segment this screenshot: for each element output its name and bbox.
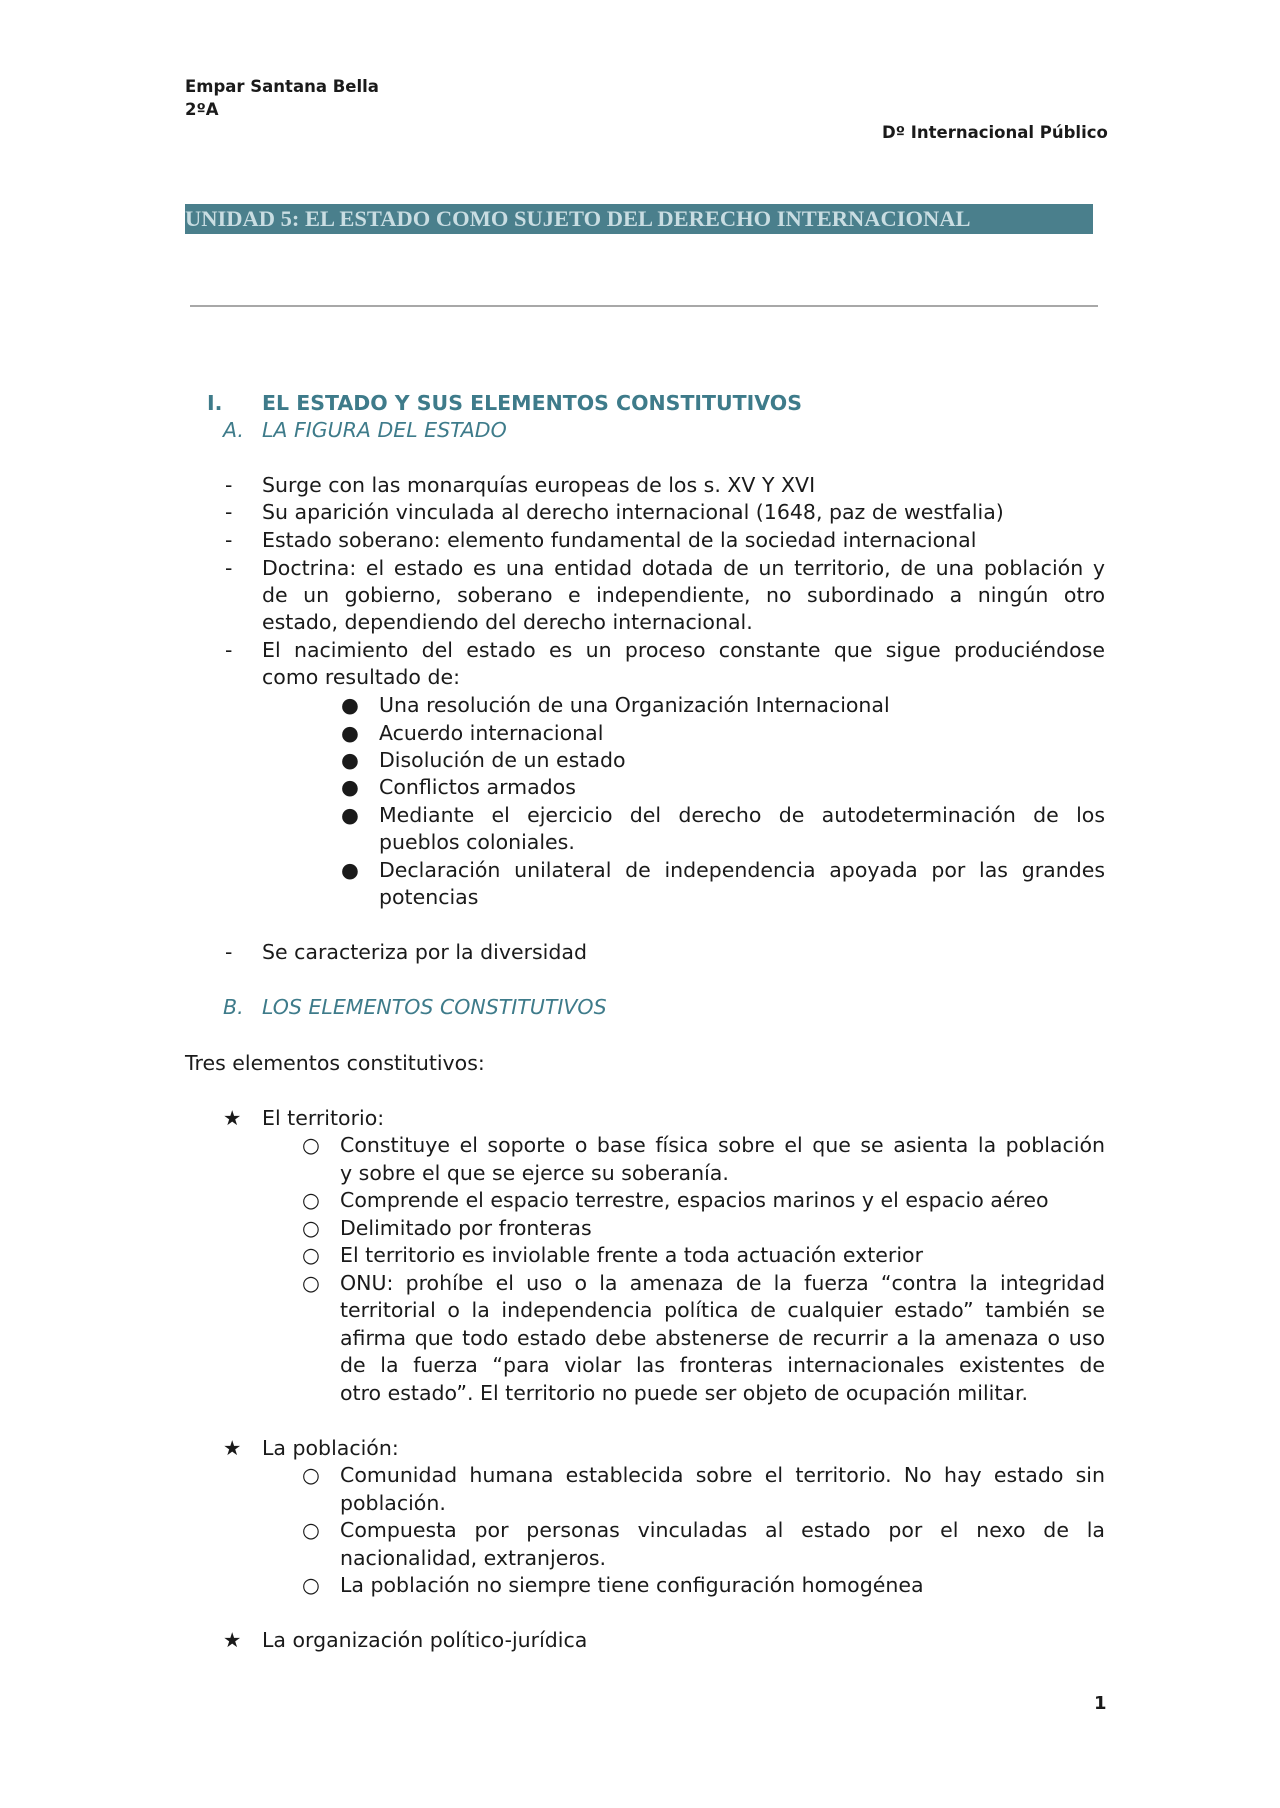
dash-marker: - <box>225 556 233 580</box>
list-item: Una resolución de una Organización Internacional <box>379 693 890 717</box>
list-item: Doctrina: el estado es una entidad dotada de un territorio, de una población y <box>262 556 1105 580</box>
list-item: Se caracteriza por la diversidad <box>262 940 587 964</box>
bullet-marker: ● <box>341 803 359 827</box>
section-numeral: I. <box>207 391 223 415</box>
list-item: ONU: prohíbe el uso o la amenaza de la fuerza “contra la integridad <box>340 1271 1105 1295</box>
element-label-poblacion: La población: <box>262 1436 399 1460</box>
element-label-territorio: El territorio: <box>262 1106 385 1130</box>
list-item-continuation: y sobre el que se ejerce su soberanía. <box>340 1161 729 1185</box>
dash-marker: - <box>225 473 233 497</box>
list-item-continuation: nacionalidad, extranjeros. <box>340 1546 607 1570</box>
dash-marker: - <box>225 500 233 524</box>
class-group: 2ºA <box>185 100 219 119</box>
list-item: Comprende el espacio terrestre, espacios marinos y el espacio aéreo <box>340 1188 1049 1212</box>
list-item-continuation: territorial o la independencia política de cualquier estado” también se <box>340 1298 1105 1322</box>
bullet-marker: ● <box>341 693 359 717</box>
star-icon: ★ <box>223 1628 242 1652</box>
star-icon: ★ <box>223 1436 242 1460</box>
subsection-letter-b: B. <box>223 995 244 1019</box>
list-item: La población no siempre tiene configuración homogénea <box>340 1573 924 1597</box>
list-item: Declaración unilateral de independencia apoyada por las grandes <box>379 858 1105 882</box>
list-item: El territorio es inviolable frente a toda actuación exterior <box>340 1243 924 1267</box>
circle-bullet-icon: ○ <box>302 1271 320 1295</box>
section-heading: EL ESTADO Y SUS ELEMENTOS CONSTITUTIVOS <box>262 391 802 415</box>
list-item: Constituye el soporte o base física sobre el que se asienta la población <box>340 1133 1105 1157</box>
intro-text: Tres elementos constitutivos: <box>185 1051 485 1075</box>
list-item: Surge con las monarquías europeas de los s. XV Y XVI <box>262 473 816 497</box>
element-label-organizacion: La organización político-jurídica <box>262 1628 588 1652</box>
circle-bullet-icon: ○ <box>302 1518 320 1542</box>
list-item-continuation: como resultado de: <box>262 665 461 689</box>
list-item: Disolución de un estado <box>379 748 626 772</box>
list-item-continuation: otro estado”. El territorio no puede ser objeto de ocupación militar. <box>340 1381 1029 1405</box>
star-icon: ★ <box>223 1106 242 1130</box>
bullet-marker: ● <box>341 858 359 882</box>
list-item: El nacimiento del estado es un proceso constante que sigue produciéndose <box>262 638 1105 662</box>
list-item-continuation: estado, dependiendo del derecho internacional. <box>262 610 753 634</box>
circle-bullet-icon: ○ <box>302 1463 320 1487</box>
list-item: Acuerdo internacional <box>379 721 604 745</box>
circle-bullet-icon: ○ <box>302 1573 320 1597</box>
dash-marker: - <box>225 638 233 662</box>
subsection-letter-a: A. <box>223 418 244 442</box>
bullet-marker: ● <box>341 748 359 772</box>
list-item-continuation: potencias <box>379 885 479 909</box>
list-item-continuation: afirma que todo estado debe abstenerse de recurrir a la amenaza o uso <box>340 1326 1105 1350</box>
circle-bullet-icon: ○ <box>302 1216 320 1240</box>
subsection-heading-b: LOS ELEMENTOS CONSTITUTIVOS <box>262 995 607 1019</box>
list-item: Compuesta por personas vinculadas al estado por el nexo de la <box>340 1518 1105 1542</box>
circle-bullet-icon: ○ <box>302 1188 320 1212</box>
dash-marker: - <box>225 528 233 552</box>
horizontal-divider <box>190 305 1098 307</box>
author-name: Empar Santana Bella <box>185 77 379 96</box>
page-number: 1 <box>1094 1693 1107 1714</box>
list-item: Delimitado por fronteras <box>340 1216 592 1240</box>
list-item-continuation: población. <box>340 1491 446 1515</box>
list-item-continuation: pueblos coloniales. <box>379 830 575 854</box>
circle-bullet-icon: ○ <box>302 1243 320 1267</box>
list-item: Mediante el ejercicio del derecho de autodeterminación de los <box>379 803 1105 827</box>
list-item: Conflictos armados <box>379 775 576 799</box>
list-item: Estado soberano: elemento fundamental de la sociedad internacional <box>262 528 977 552</box>
dash-marker: - <box>225 940 233 964</box>
list-item: Comunidad humana establecida sobre el territorio. No hay estado sin <box>340 1463 1105 1487</box>
bullet-marker: ● <box>341 775 359 799</box>
subject-name: Dº Internacional Público <box>882 123 1108 142</box>
list-item-continuation: de un gobierno, soberano e independiente, no subordinado a ningún otro <box>262 583 1105 607</box>
list-item-continuation: de la fuerza “para violar las fronteras internacionales existentes de <box>340 1353 1105 1377</box>
unit-title: UNIDAD 5: EL ESTADO COMO SUJETO DEL DERECHO INTERNACIONAL <box>185 204 1093 234</box>
circle-bullet-icon: ○ <box>302 1133 320 1157</box>
subsection-heading-a: LA FIGURA DEL ESTADO <box>262 418 507 442</box>
bullet-marker: ● <box>341 721 359 745</box>
list-item: Su aparición vinculada al derecho internacional (1648, paz de westfalia) <box>262 500 1004 524</box>
